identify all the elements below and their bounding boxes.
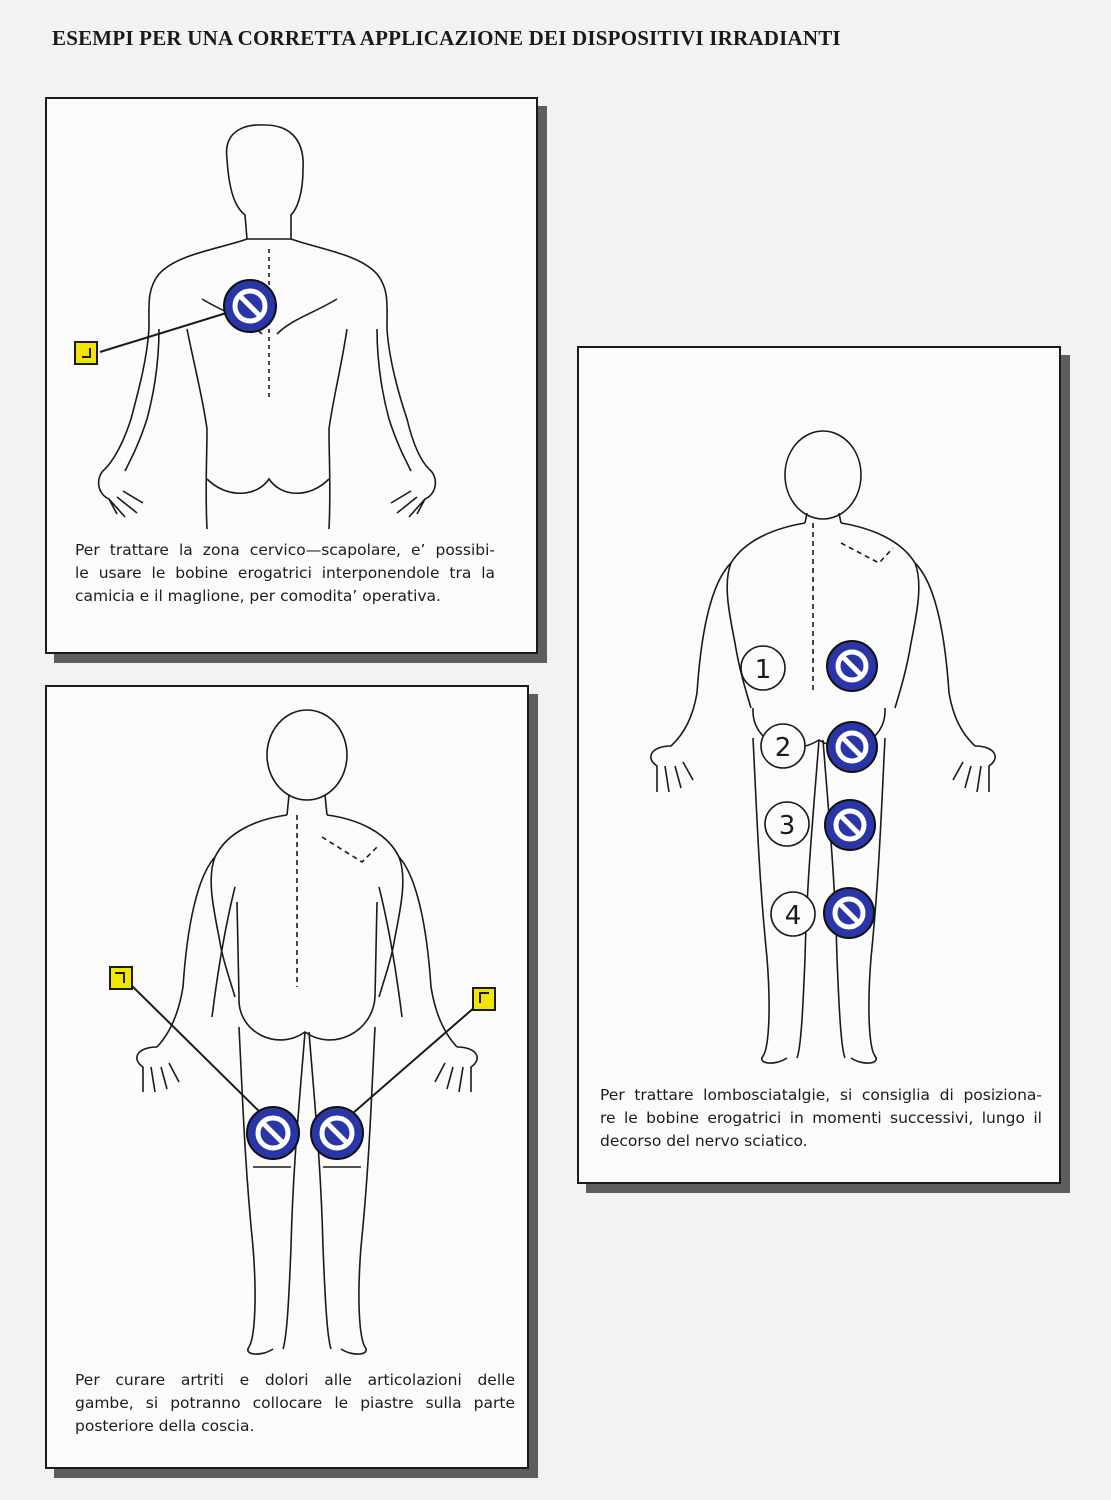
position-marker-1 — [741, 646, 785, 690]
coil-no-symbol-icon-1 — [827, 641, 877, 691]
caption-line: gambe, si potranno collocare le piastre sulla parte — [75, 1394, 515, 1412]
position-number: 3 — [778, 811, 796, 841]
caption-line: camicia e il maglione, per comodita’ operativa. — [75, 587, 441, 605]
coil-no-symbol-icon-2 — [827, 722, 877, 772]
panel-cervical-scapular — [45, 97, 538, 654]
caption-line: Per curare artriti e dolori alle articolazioni delle — [75, 1371, 515, 1389]
connector-plug-icon — [75, 342, 97, 364]
page-title: ESEMPI PER UNA CORRETTA APPLICAZIONE DEI DISPOSITIVI IRRADIANTI — [52, 26, 841, 50]
position-number: 2 — [774, 733, 792, 763]
head-outline — [267, 710, 347, 800]
coil-no-symbol-icon — [224, 280, 276, 332]
caption-line: le usare le bobine erogatrici interponendole tra la — [75, 564, 495, 582]
position-marker-2 — [761, 724, 805, 768]
full-body-back-illustration — [47, 687, 527, 1467]
caption-line: decorso del nervo sciatico. — [600, 1132, 808, 1150]
panel-leg-joints — [45, 685, 529, 1469]
caption-line: posteriore della coscia. — [75, 1417, 255, 1435]
position-marker-4 — [771, 892, 815, 936]
head-outline — [785, 431, 861, 519]
position-number: 1 — [754, 655, 772, 685]
panel-caption — [600, 1084, 1042, 1153]
panel-lumbosciatic — [577, 346, 1061, 1184]
full-body-back-illustration — [579, 348, 1059, 1182]
position-number: 4 — [784, 901, 802, 931]
panel-caption — [75, 1369, 515, 1438]
caption-line: re le bobine erogatrici in momenti successivi, lungo il — [600, 1109, 1042, 1127]
coil-no-symbol-icon-left — [247, 1107, 299, 1159]
caption-line: Per trattare lombosciatalgie, si consiglia di posiziona- — [600, 1086, 1042, 1104]
connector-plug-icon-left — [110, 967, 132, 989]
caption-line: Per trattare la zona cervico—scapolare, e’ possibi- — [75, 541, 495, 559]
connector-plug-icon-right — [473, 988, 495, 1010]
position-marker-3 — [765, 802, 809, 846]
panel-caption — [75, 539, 495, 608]
coil-no-symbol-icon-3 — [825, 800, 875, 850]
head-outline — [227, 125, 304, 239]
coil-no-symbol-icon-4 — [824, 888, 874, 938]
coil-no-symbol-icon-right — [311, 1107, 363, 1159]
